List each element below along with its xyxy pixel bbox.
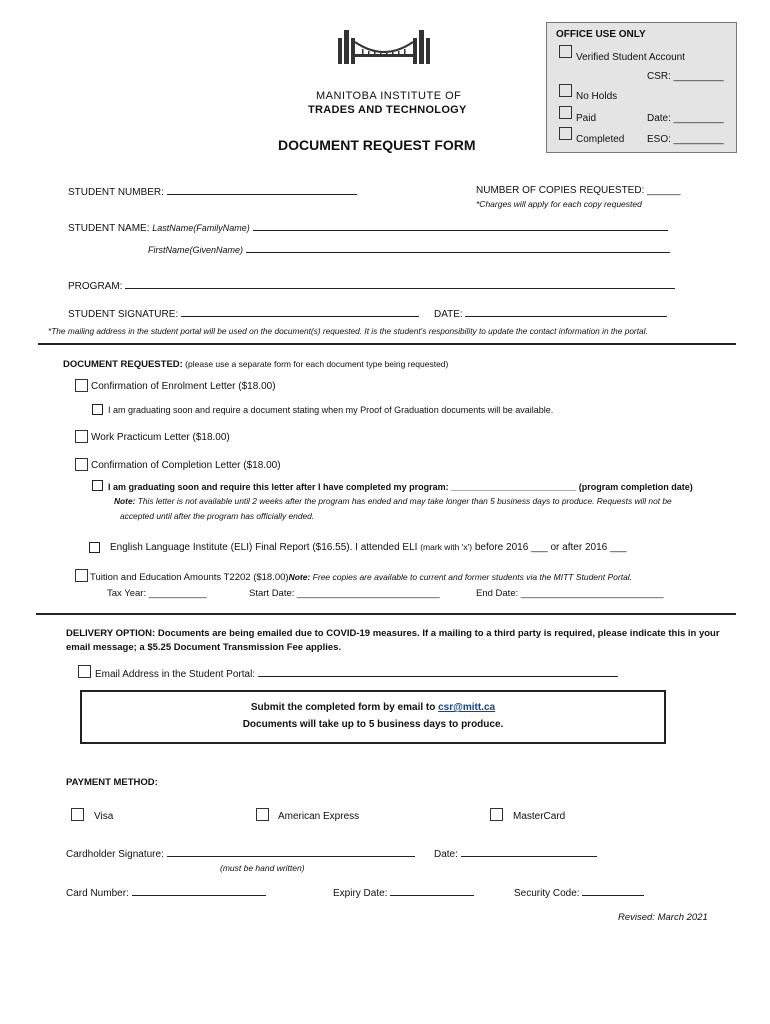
documents-heading: DOCUMENT REQUESTED: xyxy=(63,359,183,370)
expiry-input[interactable] xyxy=(390,886,474,896)
security-code-row xyxy=(514,886,644,899)
student-date-input[interactable] xyxy=(465,307,667,317)
student-number-label: STUDENT NUMBER: xyxy=(68,187,167,198)
completed-checkbox[interactable] xyxy=(559,127,572,140)
submit-line xyxy=(82,702,664,713)
amex-label: American Express xyxy=(278,811,360,822)
student-signature-input[interactable] xyxy=(181,307,419,317)
first-name-input[interactable] xyxy=(246,243,670,253)
org-name-line1: MANITOBA INSTITUTE OF xyxy=(316,90,462,102)
completion-note-label: Note: xyxy=(114,496,136,506)
program-label: PROGRAM: xyxy=(68,281,126,292)
eli-label: English Language Institute (ELI) Final Report ($16.55). I attended ELI xyxy=(110,542,418,553)
documents-heading-row xyxy=(63,359,448,370)
payment-date-input[interactable] xyxy=(461,847,597,857)
email-input[interactable] xyxy=(258,667,618,677)
end-date-field[interactable]: End Date: ___________________________ xyxy=(476,588,664,599)
paid-label: Paid xyxy=(576,113,597,124)
first-name-row xyxy=(148,243,670,256)
student-number-row xyxy=(68,185,357,198)
eli-row xyxy=(110,542,627,553)
completion-note-text: This letter is not available until 2 weeks after the program has ended and may take longer than 5 business days to produce. Requests will not be xyxy=(135,496,672,506)
completion-note-line1 xyxy=(114,496,672,506)
handwritten-note: (must be hand written) xyxy=(220,863,305,873)
revised-date: Revised: March 2021 xyxy=(618,912,708,923)
card-number-input[interactable] xyxy=(132,886,266,896)
org-name-line2: TRADES AND TECHNOLOGY xyxy=(308,104,467,116)
signature-row xyxy=(68,307,419,320)
delivery-text-line1: DELIVERY OPTION: Documents are being emailed due to COVID-19 measures. If a mailing to a third party is required, please indicate this in your xyxy=(66,628,720,639)
form-title: DOCUMENT REQUEST FORM xyxy=(278,137,476,153)
tuition-row xyxy=(90,572,632,583)
mastercard-label: MasterCard xyxy=(513,811,566,822)
completion-sub-label: I am graduating soon and require this letter after I have completed my program: _________________________ (program completion date) xyxy=(108,482,693,492)
tuition-note-label: Note: xyxy=(288,572,311,582)
security-code-label: Security Code: xyxy=(514,888,583,899)
program-row xyxy=(68,279,675,292)
student-date-row xyxy=(434,307,667,320)
completion-note-line2: accepted until after the program has officially ended. xyxy=(120,511,315,521)
office-date-field[interactable]: Date: _________ xyxy=(647,113,724,124)
expiry-label: Expiry Date: xyxy=(333,888,391,899)
office-title: OFFICE USE ONLY xyxy=(556,29,646,40)
completion-label: Confirmation of Completion Letter ($18.00) xyxy=(91,460,281,471)
copies-field[interactable]: NUMBER OF COPIES REQUESTED: ______ xyxy=(476,185,681,196)
mastercard-checkbox[interactable] xyxy=(490,808,503,821)
email-row xyxy=(95,667,618,680)
payment-heading: PAYMENT METHOD: xyxy=(66,777,158,788)
tuition-checkbox[interactable] xyxy=(75,569,88,582)
student-name-label: STUDENT NAME: xyxy=(68,223,153,234)
visa-checkbox[interactable] xyxy=(71,808,84,821)
enrolment-label: Confirmation of Enrolment Letter ($18.00) xyxy=(91,381,276,392)
completion-sub-checkbox[interactable] xyxy=(92,480,103,491)
submit-instructions-box xyxy=(80,690,666,744)
graduating-label: I am graduating soon and require a document stating when my Proof of Graduation documents will be available. xyxy=(108,405,554,415)
practicum-checkbox[interactable] xyxy=(75,430,88,443)
first-name-hint: FirstName(GivenName) xyxy=(148,245,244,255)
security-code-input[interactable] xyxy=(582,886,644,896)
eli-mark-hint: (mark with 'x') xyxy=(420,542,473,552)
payment-date-label: Date: xyxy=(434,849,461,860)
last-name-hint: LastName(FamilyName) xyxy=(152,223,250,233)
student-date-label: DATE: xyxy=(434,309,466,320)
graduating-checkbox[interactable] xyxy=(92,404,103,415)
amex-checkbox[interactable] xyxy=(256,808,269,821)
paid-checkbox[interactable] xyxy=(559,106,572,119)
last-name-input[interactable] xyxy=(253,221,668,231)
payment-date-row xyxy=(434,847,597,860)
section-divider-2 xyxy=(36,613,736,615)
program-input[interactable] xyxy=(125,279,675,289)
tuition-label: Tuition and Education Amounts T2202 ($18.00) xyxy=(90,572,289,583)
delivery-text-line2: email message; a $5.25 Document Transmission Fee applies. xyxy=(66,642,342,653)
no-holds-label: No Holds xyxy=(576,91,618,102)
student-number-input[interactable] xyxy=(167,185,357,195)
verified-checkbox[interactable] xyxy=(559,45,572,58)
tuition-note: Free copies are available to current and former students via the MITT Student Portal. xyxy=(310,572,633,582)
eli-checkbox[interactable] xyxy=(89,542,100,553)
visa-label: Visa xyxy=(94,811,114,822)
csr-field[interactable]: CSR: _________ xyxy=(647,71,724,82)
office-use-box xyxy=(546,22,737,153)
verified-label: Verified Student Account xyxy=(576,52,685,63)
mailing-note: *The mailing address in the student portal will be used on the document(s) requested. It is the student's responsibility to update the contact information in the portal. xyxy=(48,326,648,336)
eso-field[interactable]: ESO: _________ xyxy=(647,134,724,145)
submit-prefix: Submit the completed form by email to xyxy=(250,702,439,713)
produce-note: Documents will take up to 5 business days to produce. xyxy=(242,719,504,730)
completed-label: Completed xyxy=(576,134,625,145)
student-signature-label: STUDENT SIGNATURE: xyxy=(68,309,181,320)
completion-checkbox[interactable] xyxy=(75,458,88,471)
submit-email-link[interactable]: csr@mitt.ca xyxy=(438,702,496,713)
card-number-label: Card Number: xyxy=(66,888,132,899)
cardholder-signature-row xyxy=(66,847,415,860)
tax-year-field[interactable]: Tax Year: ___________ xyxy=(107,588,207,599)
expiry-row xyxy=(333,886,474,899)
email-checkbox[interactable] xyxy=(78,665,91,678)
practicum-label: Work Practicum Letter ($18.00) xyxy=(91,432,230,443)
documents-heading-note: (please use a separate form for each document type being requested) xyxy=(182,359,449,369)
no-holds-checkbox[interactable] xyxy=(559,84,572,97)
section-divider xyxy=(38,343,736,345)
card-number-row xyxy=(66,886,266,899)
enrolment-checkbox[interactable] xyxy=(75,379,88,392)
copies-note: *Charges will apply for each copy requested xyxy=(476,199,642,209)
student-name-row xyxy=(68,221,668,234)
cardholder-signature-label: Cardholder Signature: xyxy=(66,849,167,860)
eli-options[interactable]: before 2016 ___ or after 2016 ___ xyxy=(474,542,627,553)
start-date-field[interactable]: Start Date: ___________________________ xyxy=(249,588,440,599)
email-label: Email Address in the Student Portal: xyxy=(95,669,258,680)
cardholder-signature-input[interactable] xyxy=(167,847,415,857)
mitt-logo-icon xyxy=(336,28,432,68)
